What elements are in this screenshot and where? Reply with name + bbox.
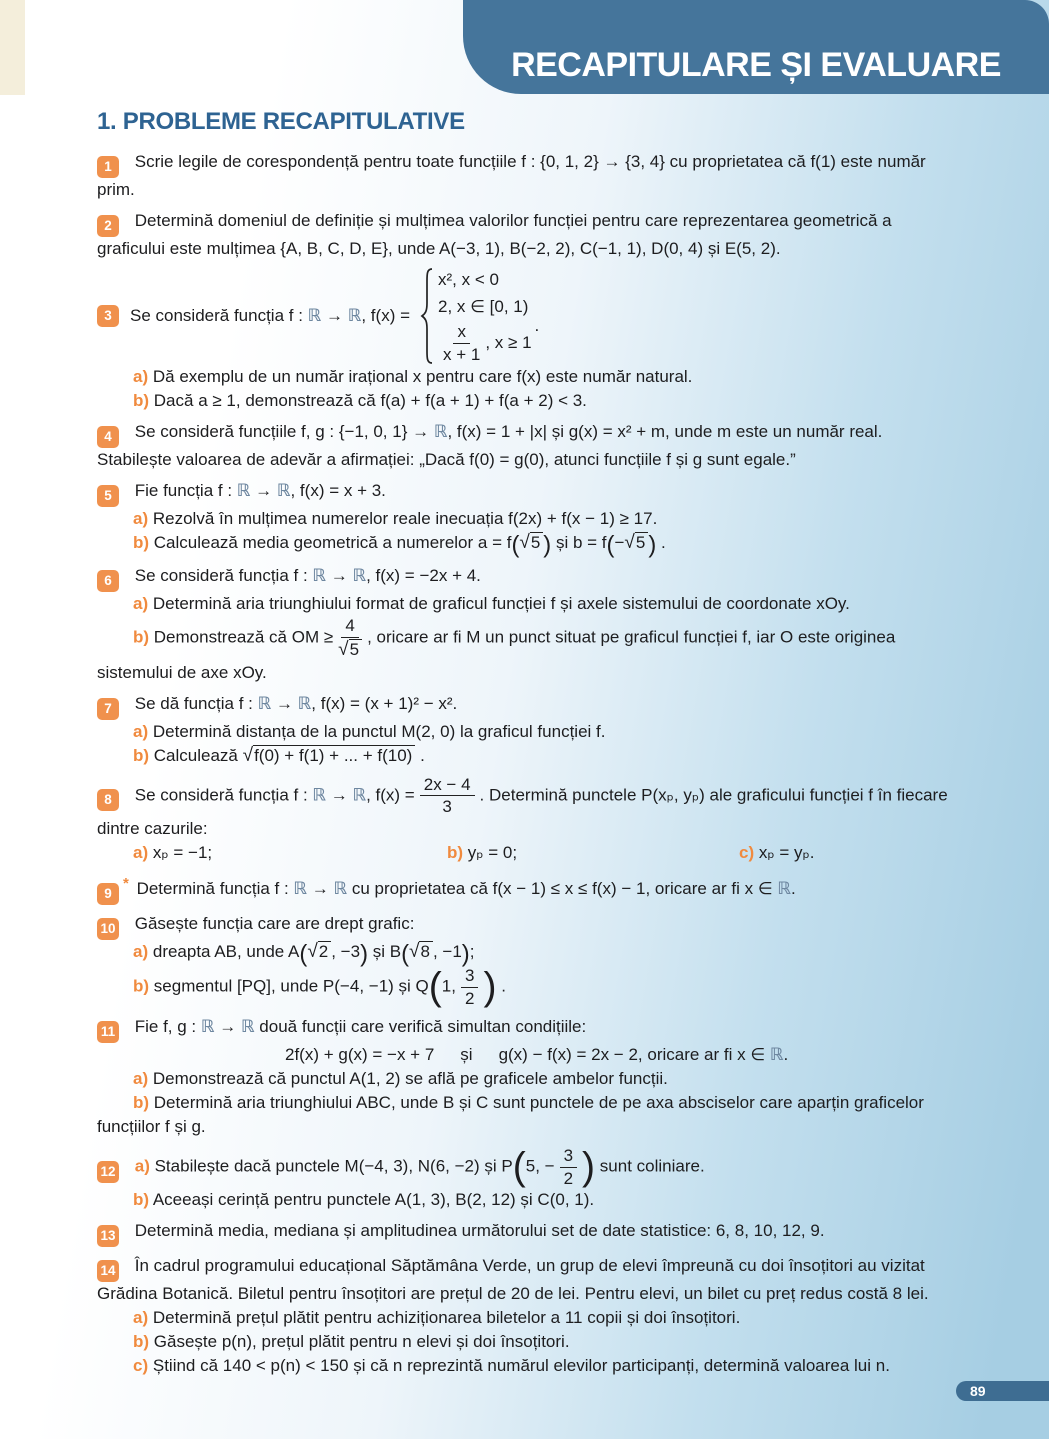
- subitem-label: a): [133, 594, 149, 614]
- problem-number-badge: 13: [97, 1225, 119, 1247]
- sqrt-expression: √8: [409, 942, 433, 961]
- right-paren: ): [483, 965, 497, 1009]
- problem-7-a: [97, 720, 959, 744]
- problem-3-a: [97, 365, 959, 389]
- subitem-text: Aceeași cerință pentru punctele A(1, 3), B(2, 12) și C(0, 1).: [152, 1190, 595, 1210]
- problem-2: [97, 209, 959, 261]
- problem-text: Se consideră funcțiile f, g : {−1, 0, 1} → ℝ, f(x) = 1 + |x| și g(x) = x² + m, unde m este un număr real. Stabilește valoarea de adevăr a afirmației: „Dacă f(0) = g(0), atunci funcțiile f și g sunt egale.”: [97, 422, 883, 469]
- problem-14-a: [97, 1306, 959, 1330]
- sqrt-expression: √5: [624, 533, 648, 552]
- fraction: $\frac{3}{2}$: [560, 1146, 577, 1188]
- case-a: a) xₚ = −1;: [133, 842, 213, 862]
- fraction: $\frac{4}{√5}$: [338, 616, 362, 660]
- subitem-label: b): [133, 1332, 150, 1352]
- problem-5-a: [97, 507, 959, 531]
- problem-text: Fie funcția f : ℝ → ℝ, f(x) = x + 3.: [134, 481, 386, 500]
- problem-number-badge: 12: [97, 1161, 119, 1183]
- subitem-label: b): [133, 1093, 150, 1113]
- problem-number-badge: 4: [97, 426, 119, 448]
- fraction: $\frac{x}{x + 1}$: [443, 321, 481, 364]
- subitem-text: Determină aria triunghiului format de graficul funcției f și axele sistemului de coordonate xOy.: [152, 594, 850, 614]
- problem-number-badge: 14: [97, 1260, 119, 1282]
- left-paren: (: [428, 965, 442, 1009]
- subitem-label: a): [133, 509, 149, 528]
- sqrt-expression: √5: [519, 533, 543, 552]
- case-b: b) yₚ = 0;: [447, 842, 518, 862]
- subitem-text: Demonstrează că punctul A(1, 2) se află pe graficele ambelor funcții.: [152, 1069, 668, 1089]
- problem-8: 8 Se consideră funcția f : ℝ → ℝ, f(x) = $\frac{2x - 4}{3}$ . Determină punctele P(xₚ, yₚ) ale graficului funcției f în fiecare dintre cazurile:: [97, 774, 948, 838]
- problem-3-b: [97, 389, 959, 413]
- left-paren: (: [512, 1145, 526, 1189]
- problem-number-badge: 10: [97, 918, 119, 940]
- problem-1: [97, 150, 959, 202]
- problem-number-badge: 1: [97, 156, 119, 178]
- page-number-tab: [956, 1381, 1049, 1401]
- problem-number-badge: 11: [97, 1021, 119, 1043]
- subitem-label: b): [133, 627, 150, 647]
- subitem-text: Știind că 140 < p(n) < 150 și că n reprezintă numărul elevilor participanți, determină valoarea lui n.: [152, 1356, 890, 1376]
- subitem-text: Determină distanța de la punctul M(2, 0) la graficul funcției f.: [152, 721, 606, 741]
- fraction: $\frac{3}{2}$: [461, 966, 478, 1008]
- left-paren: (: [606, 531, 615, 559]
- subitem-label: b): [133, 1190, 150, 1210]
- piecewise-brace-icon: [420, 267, 435, 365]
- problem-6: [97, 564, 959, 592]
- sqrt-expression: √2: [307, 942, 331, 961]
- right-paren: ): [360, 940, 369, 968]
- problem-number-badge: 2: [97, 215, 119, 237]
- problem-11-a: [97, 1067, 959, 1091]
- left-paren: (: [401, 940, 410, 968]
- problem-text: Scrie legile de corespondență pentru toate funcțiile f : {0, 1, 2} → {3, 4} cu proprietatea că f(1) este număr prim.: [97, 152, 926, 199]
- right-paren: ): [648, 531, 657, 559]
- problem-number-badge: 5: [97, 485, 119, 507]
- subitem-label: b): [133, 745, 150, 765]
- problem-text: Se consideră funcția f : ℝ → ℝ, f(x) =: [130, 306, 411, 325]
- problem-9: [97, 872, 959, 905]
- page-content: [97, 100, 959, 1439]
- subitem-label: a): [133, 1308, 149, 1328]
- problem-3: [97, 267, 959, 365]
- problem-text: Se consideră funcția f : ℝ → ℝ, f(x) =: [134, 785, 415, 805]
- subitem-text: Determină prețul plătit pentru achiziționarea biletelor a 11 copii și doi însoțitori.: [152, 1308, 741, 1328]
- subitem-label: a): [133, 367, 149, 386]
- problem-4: [97, 420, 959, 472]
- right-paren: ): [582, 1145, 596, 1189]
- problem-text: Determină media, mediana și amplitudinea următorului set de date statistice: 6, 8, 10, 12, 9.: [134, 1221, 825, 1241]
- problem-13: [97, 1219, 959, 1247]
- fraction: $\frac{2x - 4}{3}$: [420, 775, 475, 817]
- problem-text: Găsește funcția care are drept grafic:: [134, 913, 415, 933]
- problem-6-b: b) Demonstrează că OM ≥ $\frac{4}{√5}$ , oricare ar fi M un punct situat pe graficul funcției f, iar O este originea sistemului de axe xOy.: [97, 616, 896, 682]
- subitem-label: b): [133, 976, 150, 996]
- problem-6-a: [97, 592, 959, 616]
- problem-10-b: b) segmentul [PQ], unde P(−4, −1) și Q(1, $\frac{3}{2}$ ) .: [133, 965, 506, 1009]
- subitem-text: Dacă a ≥ 1, demonstrează că f(a) + f(a + 1) + f(a + 2) < 3.: [153, 391, 587, 410]
- problem-text: În cadrul programului educațional Săptămâna Verde, un grup de elevi împreună cu doi însoțitori au vizitat Grădina Botanică. Biletul pentru însoțitori are prețul de 20 de lei. Pentru elevi, un bilet cu preț redus costă 8 lei.: [97, 1256, 929, 1304]
- problem-text: Determină domeniul de definiție și mulțimea valorilor funcției pentru care reprezentarea geometrică a graficului este mulțimea {A, B, C, D, E}, unde A(−3, 1), B(−2, 2), C(−1, 1), D(0, 4) și E(5, 2).: [97, 211, 892, 258]
- sentence-period: .: [534, 316, 540, 335]
- problem-5-b: b) Calculează media geometrică a numerelor a = f(√5 ) și b = f(−√5 ) .: [133, 531, 666, 559]
- problem-14: [97, 1254, 959, 1306]
- page-number: 89: [970, 1383, 986, 1399]
- subitem-label: b): [133, 391, 150, 410]
- subitem-text: Rezolvă în mulțimea numerelor reale inecuația f(2x) + f(x − 1) ≥ 17.: [152, 509, 658, 528]
- subitem-text: Găsește p(n), prețul plătit pentru n elevi și doi însoțitori.: [153, 1332, 570, 1352]
- problem-12-b: [97, 1188, 959, 1212]
- problem-text: Determină funcția f : ℝ → ℝ cu proprietatea că f(x − 1) ≤ x ≤ f(x) − 1, oricare ar fi x ∈ ℝ.: [136, 878, 796, 898]
- subitem-label: b): [133, 533, 150, 552]
- left-paren: (: [299, 940, 308, 968]
- subitem-label: a): [133, 941, 149, 961]
- case-c: c) xₚ = yₚ.: [739, 842, 815, 862]
- subitem-text: segmentul [PQ], unde P(−4, −1) și Q: [153, 976, 429, 996]
- problem-text: Se dă funcția f : ℝ → ℝ, f(x) = (x + 1)² − x².: [134, 693, 458, 713]
- subitem-label: a): [133, 1069, 149, 1089]
- problem-12-a: 12 a) Stabilește dacă punctele M(−4, 3), N(6, −2) și P(5, − $\frac{3}{2}$ ) sunt coliniare.: [97, 1146, 959, 1188]
- problem-7: [97, 692, 959, 720]
- subitem-text: Determină aria triunghiului ABC, unde B și C sunt punctele de pe axa absciselor care aparțin graficelor funcțiilor f și g.: [97, 1093, 924, 1137]
- difficulty-star: *: [123, 874, 129, 892]
- problem-11-b: [97, 1091, 959, 1139]
- problem-10-a: a) dreapta AB, unde A(√2 , −3) și B(√8 , −1);: [133, 940, 475, 968]
- problem-text: Se consideră funcția f : ℝ → ℝ, f(x) = −2x + 4.: [134, 566, 481, 586]
- subitem-label: a): [133, 721, 149, 741]
- subitem-text: Stabilește dacă punctele M(−4, 3), N(6, −2) și P: [154, 1156, 513, 1176]
- problem-5: [97, 479, 959, 507]
- section-title: 1. PROBLEME RECAPITULATIVE: [97, 108, 465, 135]
- right-paren: ): [543, 531, 552, 559]
- right-paren: ): [461, 940, 470, 968]
- subitem-text: Calculează media geometrică a numerelor a = f: [153, 533, 512, 552]
- problem-14-c: [97, 1354, 959, 1378]
- subitem-text: dreapta AB, unde A: [152, 941, 300, 961]
- piecewise-cases: [438, 268, 532, 364]
- problem-7-b: b) Calculează √f(0) + f(1) + ... + f(10) .: [133, 744, 425, 766]
- problem-number-badge: 9: [97, 883, 119, 905]
- subitem-text: Calculează: [153, 745, 238, 765]
- subitem-text: Dă exemplu de un număr irațional x pentru care f(x) este număr natural.: [152, 367, 693, 386]
- chapter-banner-title: RECAPITULARE ȘI EVALUARE: [511, 46, 1001, 84]
- subitem-label: a): [134, 1156, 150, 1176]
- subitem-label: c): [133, 1356, 149, 1376]
- problem-number-badge: 3: [97, 305, 119, 327]
- chapter-banner: [463, 0, 1049, 94]
- piecewise-case: 2, x ∈ [0, 1): [438, 296, 529, 316]
- problem-11-equations: 2f(x) + g(x) = −x + 7 și g(x) − f(x) = 2x − 2, oricare ar fi x ∈ ℝ.: [285, 1045, 789, 1065]
- left-paren: (: [511, 531, 520, 559]
- problem-number-badge: 6: [97, 570, 119, 592]
- problem-14-b: [97, 1330, 959, 1354]
- problem-number-badge: 8: [97, 789, 119, 811]
- piecewise-case: $\frac{x}{x + 1}$ , x ≥ 1: [443, 321, 532, 364]
- sqrt-expression: √f(0) + f(1) + ... + f(10): [243, 746, 416, 765]
- problem-number-badge: 7: [97, 698, 119, 720]
- piecewise-case: x², x < 0: [438, 269, 499, 289]
- sqrt-expression: √5: [338, 638, 362, 661]
- problem-10: [97, 912, 959, 940]
- corner-accent-strip: [0, 0, 25, 95]
- problem-11: [97, 1015, 959, 1043]
- problem-8-cases: [133, 841, 959, 865]
- subitem-text: Demonstrează că OM ≥: [153, 627, 334, 647]
- problem-text: Fie f, g : ℝ → ℝ două funcții care verifică simultan condițiile:: [134, 1017, 587, 1037]
